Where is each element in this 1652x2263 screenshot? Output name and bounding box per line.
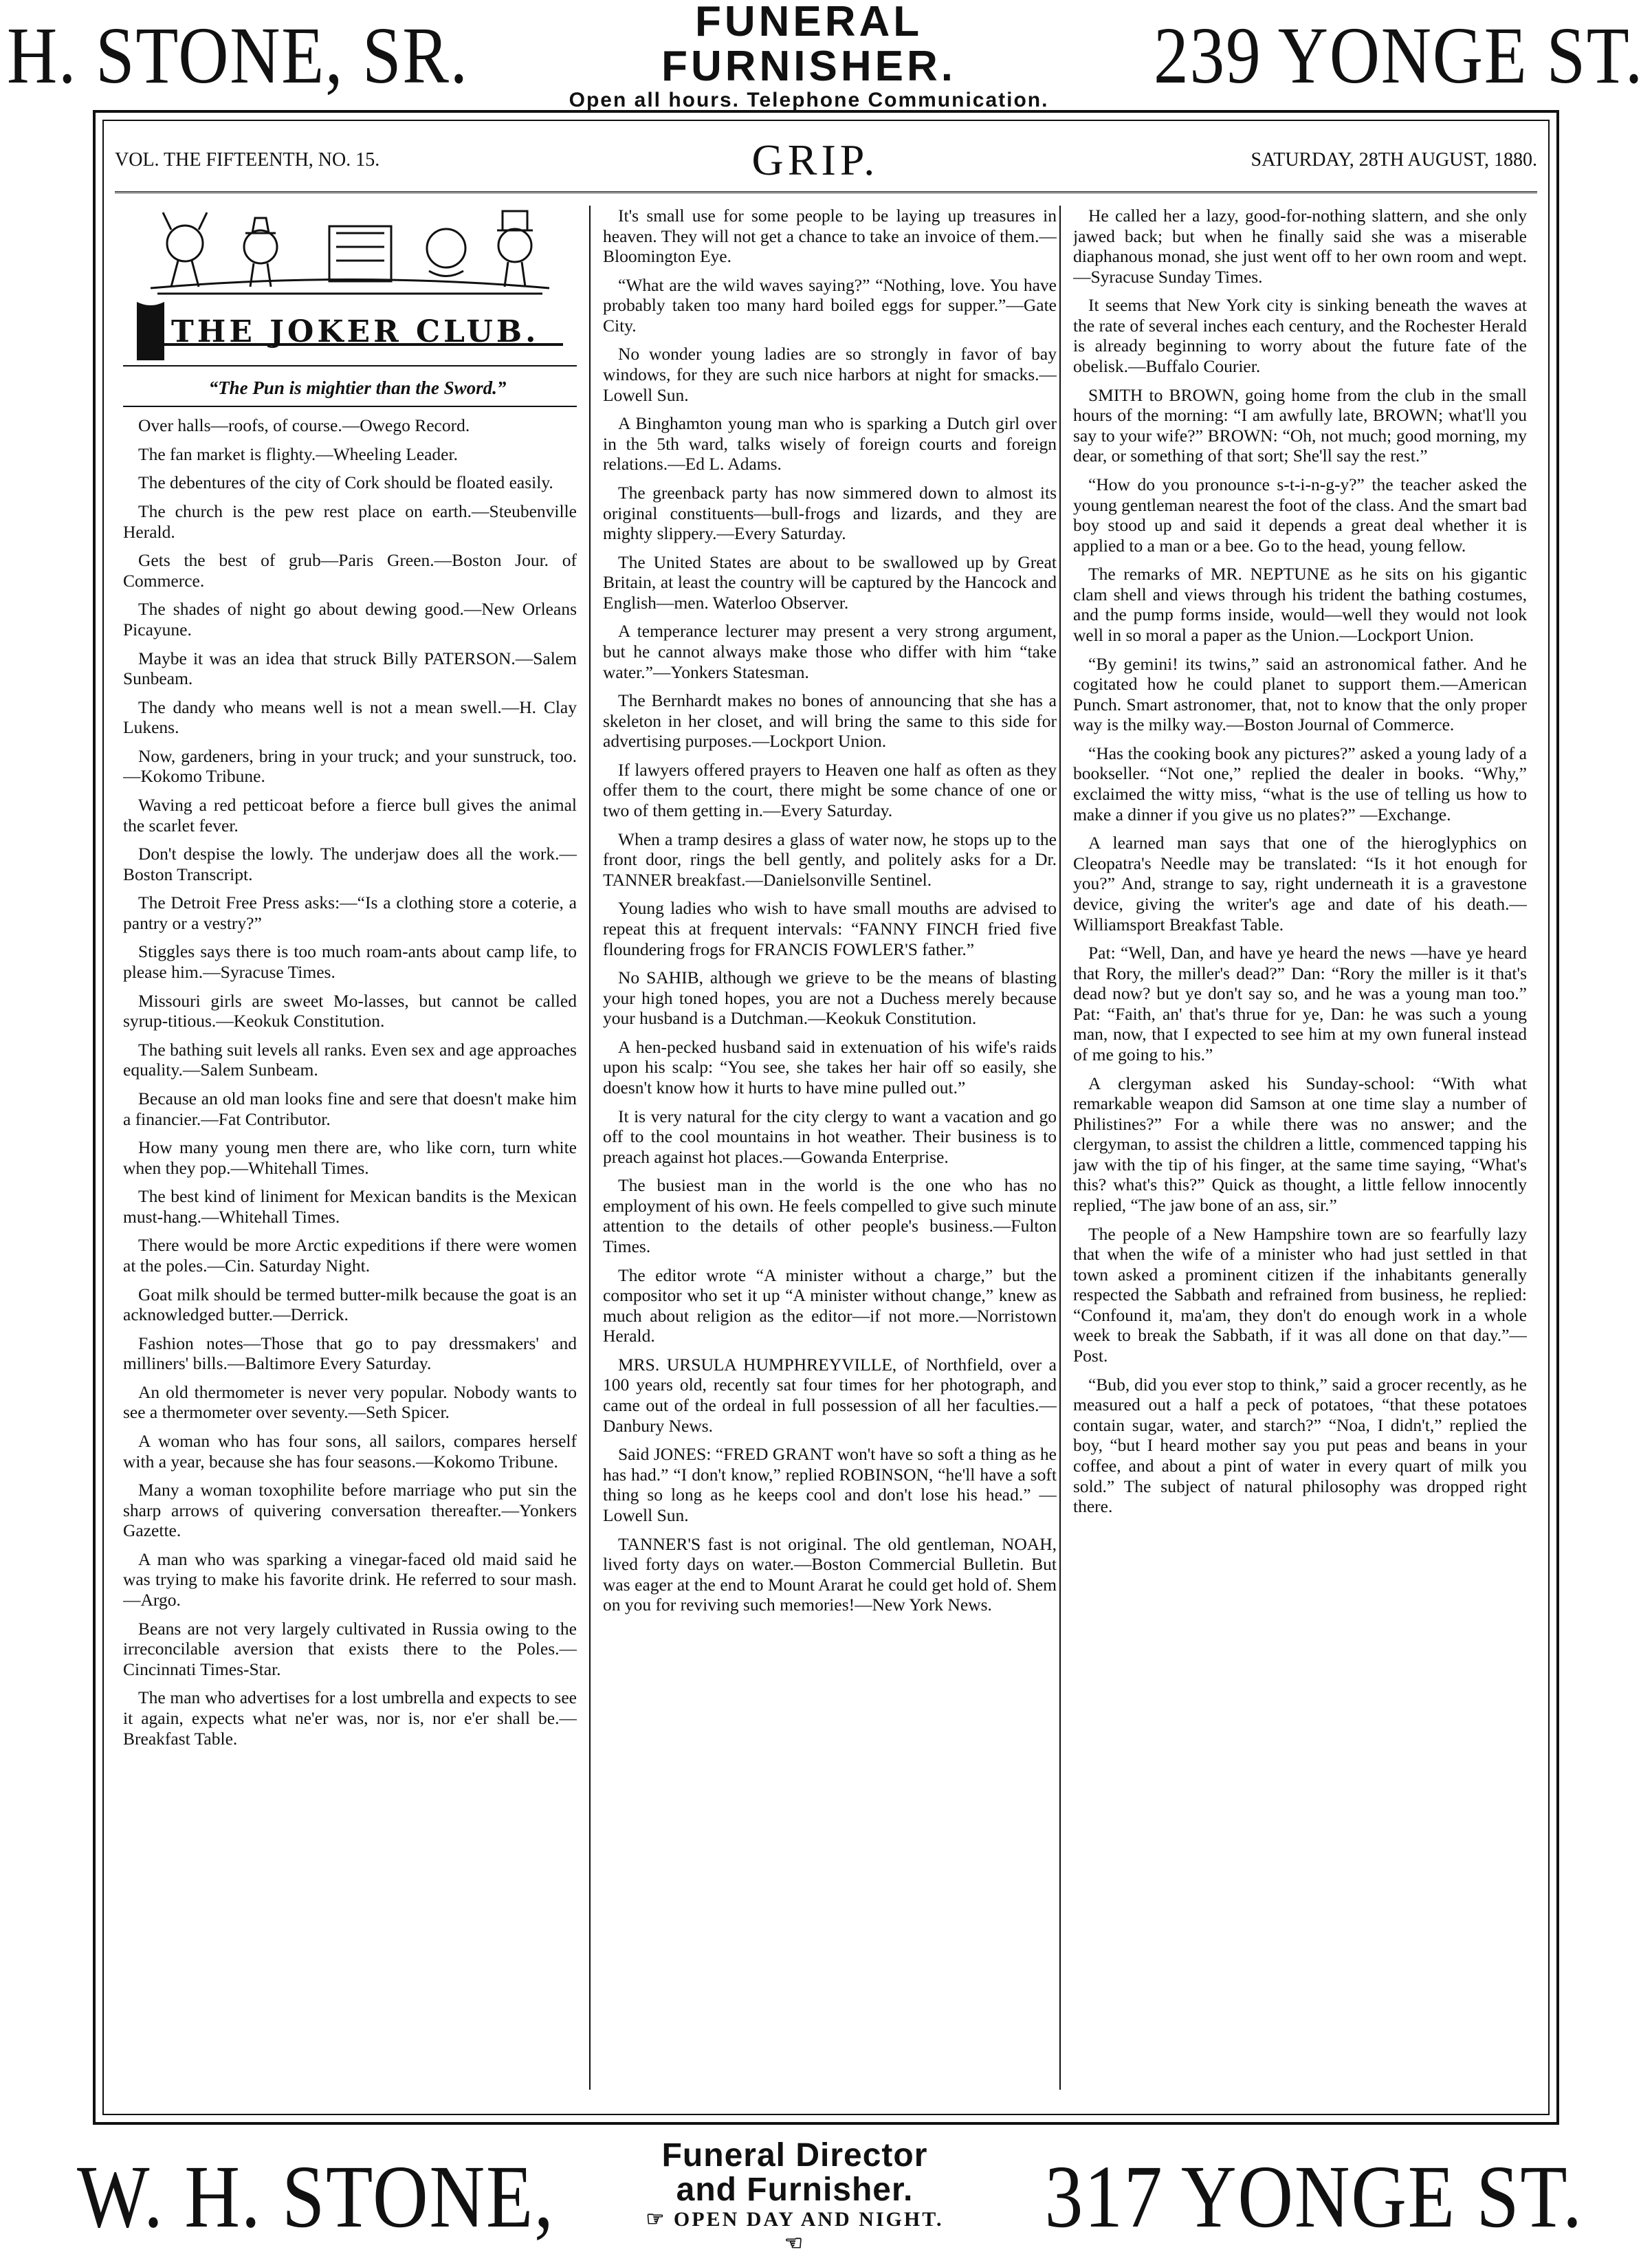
article-paragraph: Fashion notes—Those that go to pay dressmakers' and milliners' bills.—Baltimore Every Saturday. (123, 1333, 577, 1374)
article-paragraph: The greenback party has now simmered down to almost its original constituents—bull-frogs and lizards, and they are mighty slippery.—Every Saturday. (603, 482, 1057, 544)
article-paragraph: The Bernhardt makes no bones of announcing that she has a skeleton in her closet, and will bring the same to this side for advertising purposes.—Lockport Union. (603, 690, 1057, 752)
article-paragraph: Waving a red petticoat before a fierce bull gives the animal the scarlet fever. (123, 794, 577, 835)
article-paragraph: The editor wrote “A minister without a charge,” but the compositor who set it up “A minister without change,” knew as much about religion as the editor—if not more.—Norristown Herald. (603, 1265, 1057, 1346)
article-paragraph: A temperance lecturer may present a very strong argument, but he cannot always make those who differ with him “take water.”—Yonkers Statesman. (603, 621, 1057, 682)
article-paragraph: The busiest man in the world is the one who has no employment of his own. He feels compelled to give such minute attention to the details of other people's business.—Fulton Times. (603, 1175, 1057, 1257)
article-paragraph: Goat milk should be termed butter-milk because the goat is an acknowledged butter.—Derrick. (123, 1284, 577, 1325)
article-paragraph: The best kind of liniment for Mexican bandits is the Mexican must-hang.—Whitehall Times. (123, 1186, 577, 1227)
top-banner-right-text: 239 YONGE ST. (1154, 10, 1644, 100)
article-paragraph: The remarks of MR. NEPTUNE as he sits on his gigantic clam shell and views through his trident the bathing costumes, and the pump forms inside, would—well they would not look well in so moral a paper as the Union.—Lockport Union. (1073, 564, 1527, 645)
article-paragraph: Stiggles says there is too much roam-ants about camp life, to please him.—Syracuse Times. (123, 941, 577, 983)
issue-date: SATURDAY, 28TH AUGUST, 1880. (1251, 149, 1537, 171)
article-paragraph: TANNER'S fast is not original. The old gentleman, NOAH, lived forty days on water.—Boston Commercial Bulletin. But was eager at the end to Mount Ararat he could get hold of. Shem on you for reviving such memories!—New York News. (603, 1533, 1057, 1615)
top-banner-title: FUNERAL FURNISHER. (661, 0, 957, 90)
article-paragraph: “Has the cooking book any pictures?” asked a young lady of a bookseller. “Not one,” replied the dealer in books. “Why,” exclaimed the witty miss, “what is the use of telling us how to make a dinner if you give us no plates?” —Exchange. (1073, 743, 1527, 824)
article-paragraph: A man who was sparking a vinegar-faced old maid said he was trying to make his favorite drink. He referred to sour mash.—Argo. (123, 1549, 577, 1610)
article-paragraph: The Detroit Free Press asks:—“Is a clothing store a coterie, a pantry or a vestry?” (123, 893, 577, 933)
article-paragraph: A learned man says that one of the hieroglyphics on Cleopatra's Needle may be translated: “Is it hot enough for you?” And, strange to say, right underneath it is a gravestone device, giving the writer's age and date of his death.—Williamsport Breakfast Table. (1073, 833, 1527, 934)
article-paragraph: The people of a New Hampshire town are so fearfully lazy that when the wife of a minister who had just settled in that town asked a prominent citizen if the inhabitants generally respected the Sabbath and refrained from business, he replied: “Confound it, ma'am, they don't do enough work in a whole week to break the Sabbath, if it was all done on that day.”—Post. (1073, 1223, 1527, 1366)
volume-number: VOL. THE FIFTEENTH, NO. 15. (115, 149, 380, 171)
article-paragraph: “How do you pronounce s-t-i-n-g-y?” the teacher asked the young gentleman nearest the foot of the class. And the smart bad boy stood up and said it depends a great deal whether it is applied to a man or a bee. Go to the head, young fellow. (1073, 474, 1527, 556)
article-paragraph: An old thermometer is never very popular. Nobody wants to see a thermometer over seventy.—Seth Spicer. (123, 1381, 577, 1423)
column-divider-1 (589, 206, 591, 2090)
article-paragraph: A woman who has four sons, all sailors, compares herself with a year, because she has four seasons.—Kokomo Tribune. (123, 1431, 577, 1472)
article-paragraph: MRS. URSULA HUMPHREYVILLE, of Northfield, over a 100 years old, recently sat four times for her photograph, and came out of the ordeal in full possession of all her faculties.—Danbury News. (603, 1354, 1057, 1436)
bottom-banner-subtitle: ☞ OPEN DAY AND NIGHT. ☜ (646, 2208, 944, 2255)
page-frame (93, 110, 1559, 2125)
article-paragraph: The United States are about to be swallowed up by Great Britain, at least the country will be captured by the Hancock and English—men. Waterloo Observer. (603, 551, 1057, 613)
article-paragraph: Gets the best of grub—Paris Green.—Boston Jour. of Commerce. (123, 550, 577, 591)
article-paragraph: The dandy who means well is not a mean swell.—H. Clay Lukens. (123, 697, 577, 738)
article-paragraph: If lawyers offered prayers to Heaven one half as often as they offer them to the court, there might be some chance of one or two of them getting in.—Every Saturday. (603, 759, 1057, 821)
article-paragraph: How many young men there are, who like corn, turn white when they pop.—Whitehall Times. (123, 1137, 577, 1178)
joker-club-header (123, 206, 577, 367)
article-paragraph: Many a woman toxophilite before marriage who put sin the sharp arrows of quivering conversation thereafter.—Yonkers Gazette. (123, 1480, 577, 1541)
top-banner-subtitle: Open all hours. Telephone Communication. (569, 89, 1049, 112)
article-paragraph: Don't despise the lowly. The underjaw does all the work.—Boston Transcript. (123, 844, 577, 884)
joker-club-title: THE JOKER CLUB. (171, 314, 540, 349)
article-paragraph: Beans are not very largely cultivated in Russia owing to the irreconcilable aversion that exists there to the Poles.—Cincinnati Times-Star. (123, 1618, 577, 1679)
article-paragraph: No wonder young ladies are so strongly in favor of bay windows, for they are such nice harbors at night for smacks.—Lowell Sun. (603, 344, 1057, 405)
column-1 (123, 206, 577, 2090)
column-3 (1073, 206, 1527, 2090)
article-paragraph: It's small use for some people to be laying up treasures in heaven. They will not get a chance to take an invoice of them.—Bloomington Eye. (603, 206, 1057, 267)
article-paragraph: “Bub, did you ever stop to think,” said a grocer recently, as he measured out a half a peck of potatoes, “that these potatoes contain sugar, water, and starch?” “Noa, I didn't,” replied the boy, “but I heard mother say you put peas and beans in your coffee, and about a pint of water in every quart of milk you sold.” The subject of natural philosophy was dropped right there. (1073, 1374, 1527, 1517)
article-paragraph: Pat: “Well, Dan, and have ye heard the news —have ye heard that Rory, the miller's dead?” Dan: “Rory the miller is it that's dead now? but ye don't say so, and he was a young man too.” Pat: “Faith, an' that's thrue for ye, Dan: he was such a young man, now, that I expected to see him at my own funeral instead of me going to his.” (1073, 943, 1527, 1064)
column-2 (603, 206, 1057, 2090)
top-banner-center (544, 0, 1074, 112)
article-paragraph: Said JONES: “FRED GRANT won't have so soft a thing as he has had.” “I don't know,” replied ROBINSON, “he'll have a soft thing so long as he keeps cool and don't lose his head.” —Lowell Sun. (603, 1444, 1057, 1525)
article-paragraph: The shades of night go about dewing good.—New Orleans Picayune. (123, 599, 577, 639)
article-paragraph: He called her a lazy, good-for-nothing slattern, and she only jawed back; but when he finally said she was a miserable diaphanous monad, she just went off to her own room and wept.—Syracuse Sunday Times. (1073, 206, 1527, 287)
article-paragraph: A hen-pecked husband said in extenuation of his wife's raids upon his scalp: “You see, she takes her hair off so easily, she doesn't know how it hurts to have mine pulled out.” (603, 1036, 1057, 1097)
article-paragraph: Because an old man looks fine and sere that doesn't make him a financier.—Fat Contributor. (123, 1088, 577, 1129)
article-paragraph: The man who advertises for a lost umbrella and expects to see it again, expects what ne'er was, nor is, nor e'er shall be.—Breakfast Table. (123, 1687, 577, 1749)
bottom-banner-title: Funeral Director and Furnisher. (661, 2136, 928, 2208)
article-paragraph: Missouri girls are sweet Mo-lasses, but cannot be called syrup-titious.—Keokuk Constitution. (123, 990, 577, 1031)
article-paragraph: It is very natural for the city clergy to want a vacation and go off to the cool mountains in hot weather. Their business is to preach against hot places.—Gowanda Enterprise. (603, 1106, 1057, 1167)
article-paragraph: Over halls—roofs, of course.—Owego Record. (138, 415, 470, 436)
bottom-banner-left-text: W. H. STONE, (77, 2147, 555, 2246)
article-paragraph: Now, gardeners, bring in your truck; and your sunstruck, too.—Kokomo Tribune. (123, 745, 577, 787)
article-paragraph: “By gemini! its twins,” said an astronomical father. And he cogitated how he could planet to support them.—American Punch. Smart astronomer, that, not to know that the only proper way is the milky way.—Boston Journal of Commerce. (1073, 653, 1527, 735)
article-paragraph: A clergyman asked his Sunday-school: “With what remarkable weapon did Samson at one time slay a number of Philistines?” For a while there was no answer; and the clergyman, to assist the children a little, commenced tapping his jaw with the tip of his finger, at the same time saying, “What's this? what's this?” Quick as thought, a little fellow innocently replied, “The jaw bone of an ass, sir.” (1073, 1073, 1527, 1216)
article-paragraph: A Binghamton young man who is sparking a Dutch girl over in the 5th ward, talks wisely of foreign courts and foreign relations.—Ed L. Adams. (603, 413, 1057, 474)
joker-club-motto: “The Pun is mightier than the Sword.” (123, 373, 577, 407)
bottom-banner-center (632, 2136, 958, 2256)
article-paragraph: Maybe it was an idea that struck Billy PATERSON.—Salem Sunbeam. (123, 648, 577, 689)
article-paragraph: SMITH to BROWN, going home from the club in the small hours of the morning: “I am awfully late, BROWN; what'll you say to your wife?” BROWN: “Oh, not much; good morning, my dear, or something of that sort; She'll say the rest.” (1073, 384, 1527, 466)
article-paragraph: No SAHIB, although we grieve to be the means of blasting your high toned hopes, you are not a Duchess merely because your husband is a Dutchman.—Keokuk Constitution. (603, 967, 1057, 1029)
article-paragraph: Young ladies who wish to have small mouths are advised to repeat this at frequent intervals: “FANNY FINCH fried five floundering frogs for FRANCIS FOWLER'S father.” (603, 898, 1057, 959)
top-banner-left-text: H. STONE, SR. (7, 10, 469, 100)
article-paragraph: The bathing suit levels all ranks. Even sex and age approaches equality.—Salem Sunbeam. (123, 1039, 577, 1080)
masthead (115, 129, 1537, 193)
article-paragraph: When a tramp desires a glass of water now, he stops up to the front door, rings the bell gently, and politely asks for a Dr. TANNER breakfast.—Danielsonville Sentinel. (603, 829, 1057, 890)
bottom-advertisement-banner (0, 2136, 1652, 2255)
publication-title: GRIP. (751, 135, 879, 184)
column-divider-2 (1059, 206, 1061, 2090)
article-paragraph: It seems that New York city is sinking beneath the waves at the rate of several inches each century, and the Rochester Herald is already beginning to worry about the future fate of the obelisk.—Buffalo Courier. (1073, 295, 1527, 377)
bottom-banner-right-text: 317 YONGE ST. (1044, 2147, 1583, 2246)
top-advertisement-banner (0, 0, 1652, 112)
article-paragraph: “What are the wild waves saying?” “Nothing, love. You have probably taken too many hard boiled eggs for supper.”—Gate City. (603, 274, 1057, 336)
article-paragraph: The church is the pew rest place on earth.—Steubenville Herald. (123, 501, 577, 542)
article-paragraph: There would be more Arctic expeditions if there were women at the poles.—Cin. Saturday Night. (123, 1235, 577, 1276)
article-paragraph: The debentures of the city of Cork should be floated easily. (138, 472, 553, 493)
article-paragraph: The fan market is flighty.—Wheeling Leader. (138, 444, 458, 464)
